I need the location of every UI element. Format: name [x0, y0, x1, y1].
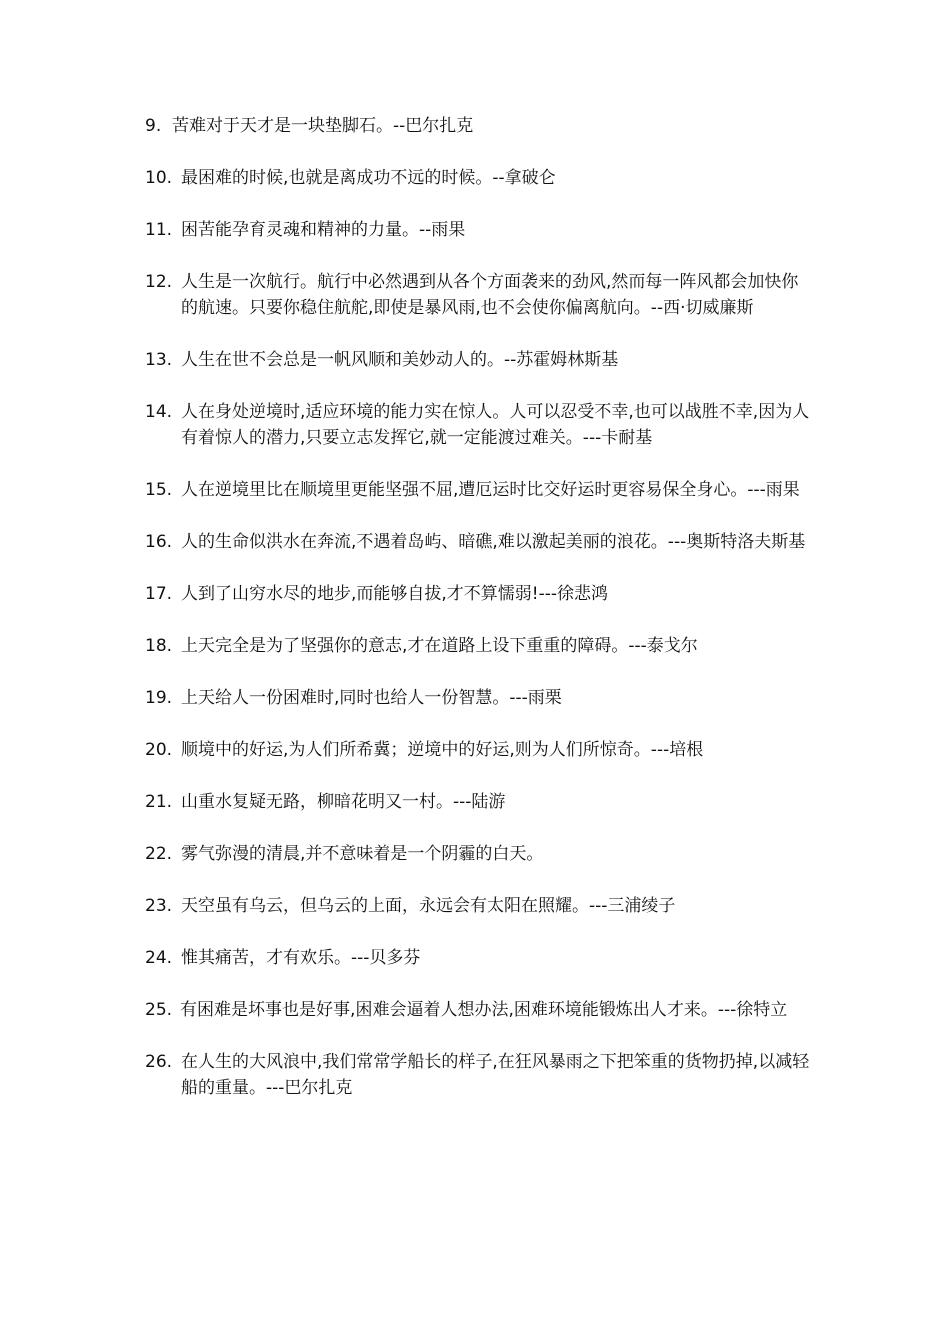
quote-text: 人生是一次航行。航行中必然遇到从各个方面袭来的劲风,然而每一阵风都会加快你的航速。只要你稳住航舵,即使是暴风雨,也不会使你偏离航向。--西·切威廉斯 [181, 272, 799, 318]
quote-item [145, 269, 810, 321]
quote-number: 21. [145, 792, 173, 812]
quote-number: 23. [145, 896, 173, 916]
quote-text: 山重水复疑无路，柳暗花明又一村。---陆游 [181, 792, 506, 812]
quote-item [145, 113, 810, 139]
quote-item [145, 841, 810, 867]
quote-text: 人在逆境里比在顺境里更能坚强不屈,遭厄运时比交好运时更容易保全身心。---雨果 [181, 480, 800, 500]
quote-number: 17. [145, 584, 173, 604]
quote-text: 人到了山穷水尽的地步,而能够自拔,才不算懦弱!---徐悲鸿 [181, 584, 609, 604]
quote-number: 10. [145, 168, 173, 188]
quote-text: 人的生命似洪水在奔流,不遇着岛屿、暗礁,难以激起美丽的浪花。---奥斯特洛夫斯基 [181, 532, 806, 552]
quote-item [145, 165, 810, 191]
quote-item [145, 945, 810, 971]
quote-number: 12. [145, 272, 173, 292]
quote-text: 在人生的大风浪中,我们常常学船长的样子,在狂风暴雨之下把笨重的货物扔掉,以减轻船的重量。---巴尔扎克 [181, 1052, 810, 1098]
quote-text: 上天给人一份困难时,同时也给人一份智慧。---雨栗 [181, 688, 562, 708]
quote-item [145, 529, 810, 555]
quote-text: 有困难是坏事也是好事,困难会逼着人想办法,困难环境能锻炼出人才来。---徐特立 [180, 1000, 788, 1020]
quote-number: 19. [145, 688, 173, 708]
quote-text: 苦难对于天才是一块垫脚石。--巴尔扎克 [172, 116, 474, 136]
quote-text: 惟其痛苦，才有欢乐。---贝多芬 [181, 948, 421, 968]
quote-item [145, 893, 810, 919]
quote-item [145, 1049, 810, 1101]
quote-number: 16. [145, 532, 173, 552]
quote-text: 上天完全是为了坚强你的意志,才在道路上设下重重的障碍。---泰戈尔 [181, 636, 698, 656]
quote-text: 雾气弥漫的清晨,并不意味着是一个阴霾的白天。 [181, 844, 544, 864]
quote-number: 22. [145, 844, 173, 864]
quote-number: 11. [145, 220, 173, 240]
quote-number: 15. [145, 480, 173, 500]
quote-text: 最困难的时候,也就是离成功不远的时候。--拿破仑 [181, 168, 556, 188]
quote-number: 9. [145, 116, 162, 136]
quote-item [145, 217, 810, 243]
quote-item [145, 581, 810, 607]
quote-text: 人生在世不会总是一帆风顺和美妙动人的。--苏霍姆林斯基 [181, 350, 619, 370]
quote-number: 14. [145, 402, 173, 422]
quote-text: 顺境中的好运,为人们所希冀；逆境中的好运,则为人们所惊奇。---培根 [181, 740, 704, 760]
quote-item [145, 399, 810, 451]
quote-number: 18. [145, 636, 173, 656]
quote-item [145, 477, 810, 503]
quote-text: 困苦能孕育灵魂和精神的力量。--雨果 [181, 220, 466, 240]
quote-text: 天空虽有乌云，但乌云的上面，永远会有太阳在照耀。---三浦绫子 [181, 896, 676, 916]
quote-item [145, 633, 810, 659]
quote-text: 人在身处逆境时,适应环境的能力实在惊人。人可以忍受不幸,也可以战胜不幸,因为人有着惊人的潜力,只要立志发挥它,就一定能渡过难关。---卡耐基 [181, 402, 810, 448]
quote-item [145, 789, 810, 815]
quote-number: 26. [145, 1052, 173, 1072]
quote-number: 24. [145, 948, 173, 968]
quote-number: 20. [145, 740, 173, 760]
quote-item [145, 997, 810, 1023]
quote-number: 25. [145, 1000, 173, 1020]
quote-item [145, 737, 810, 763]
quote-number: 13. [145, 350, 173, 370]
document-page [145, 113, 810, 1127]
quote-item [145, 685, 810, 711]
quote-item [145, 347, 810, 373]
